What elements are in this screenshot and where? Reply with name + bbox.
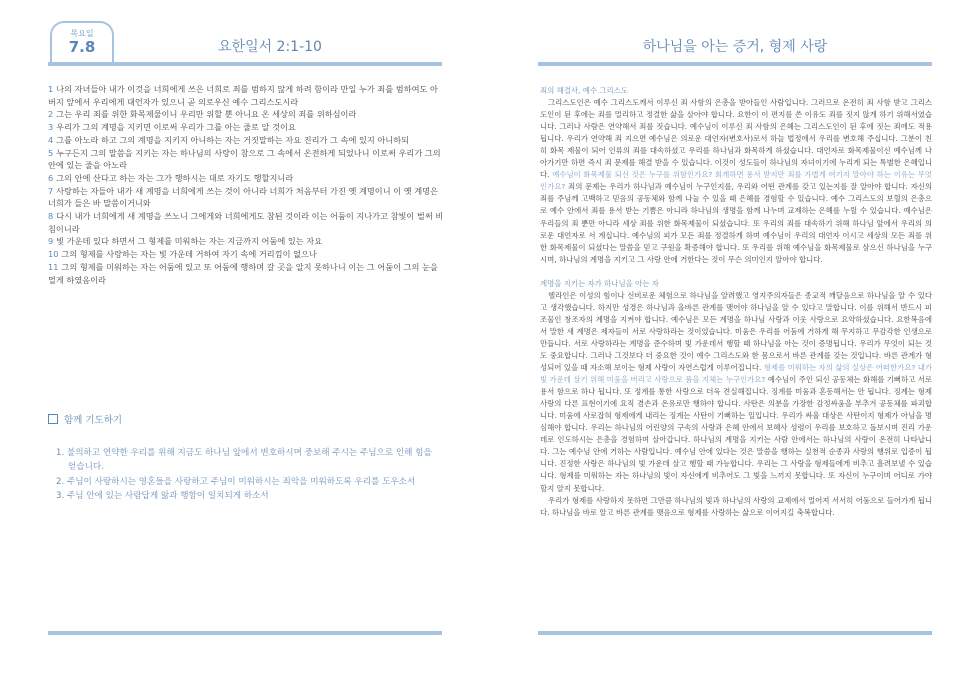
date-badge: [50, 21, 114, 63]
scripture-verses: [48, 83, 444, 286]
verse-text: 누구든지 그의 말씀을 지키는 자는 하나님의 사랑이 참으로 그 속에서 온전하게 되었나니 이로써 우리가 그의 안에 있는 줄을 아노라: [48, 147, 441, 171]
top-divider: [48, 62, 442, 66]
checkbox-square-icon: [48, 414, 58, 424]
badge-date: 7.8: [68, 38, 96, 56]
section-gap: [540, 266, 932, 278]
verse-text: 우리가 그의 계명을 지키면 이로써 우리가 그를 아는 줄로 알 것이요: [56, 122, 296, 133]
verse-text: 그의 형제를 사랑하는 자는 빛 가운데 거하여 자기 속에 거리낌이 없으나: [61, 249, 317, 260]
verse-text: 그는 우리 죄를 위한 화목제물이니 우리만 위할 뿐 아니요 온 세상의 죄를 위하심이라: [56, 109, 357, 120]
top-divider: [538, 62, 932, 66]
verse-line: [48, 248, 444, 261]
verse-line: [48, 134, 444, 147]
verse-line: [48, 121, 444, 134]
verse-text: 사랑하는 자들아 내가 새 계명을 너희에게 쓰는 것이 아니라 너희가 처음부터 가진 옛 계명이니 이 옛 계명은 너희가 들은 바 말씀이거니와: [48, 185, 438, 209]
verse-line: [48, 108, 444, 121]
verse-text: 그를 아노라 하고 그의 계명을 지키지 아니하는 자는 거짓말하는 자요 진리가 그 속에 있지 아니하되: [56, 134, 410, 145]
essay-body: [540, 85, 932, 519]
verse-text: 그의 형제를 미워하는 자는 어둠에 있고 또 어둠에 행하며 갈 곳을 알지 못하나니 이는 그 어둠이 그의 눈을 멀게 하였음이라: [48, 261, 438, 285]
verse-number: 4: [48, 134, 54, 145]
verse-number: 10: [48, 249, 59, 260]
verse-number: 7: [48, 185, 54, 196]
section-subhead: 죄의 해결사, 예수 그리스도: [540, 86, 628, 95]
essay-title: 하나님을 아는 증거, 형제 사랑: [642, 39, 828, 55]
section-paragraph: 우리가 형제를 사랑하지 못하면 그만큼 하나님의 빛과 하나님의 사랑의 교제에서 멀어져 서서히 어둠으로 들어가게 됩니다. 하나님을 바로 알고 바른 관계를 맺음으로 형제를 사랑하는 삶으로 이어지길 축복합니다.: [540, 495, 932, 517]
bottom-divider: [538, 631, 932, 635]
prayer-item: 2. 주님이 사랑하시는 영혼들을 사랑하고 주님이 미워하시는 죄악을 미워하도록 우리를 도우소서: [56, 476, 416, 487]
verse-number: 1: [48, 84, 54, 94]
paragraph-text: 죄의 문제는 우리가 하나님과 예수님이 누구인지를, 우리와 어떤 관계를 갖고 있는지를 잘 알아야 합니다. 자신의 죄를 주님께 고백하고 믿음의 공동체와 함께 나눌 수 있을 때 은혜를 경험할 수 있습니다. 예수 그리스도의 보혈의 은총으로 예수 안에서 죄를 용서 받는 기쁨은 아니라 하나님의 생명을 함께 나누며 교제하는 은혜를 누릴 수 있습니다. 예수님은 우리들의 죄 뿐만 아니라 세상 죄를 위한 화목제물이 되셨습니다. 또 우리의 죄를 대속하기 위해 하나님 앞에서 우리의 의로운 대언자로 서 계십니다. 예수님의 피가 모든 죄를 정결하게 하며 예수님이 우리의 대언자 이시고 세상의 모든 죄를 위한 화목제물이 되셨다는 말씀을 믿고 구원을 확증해야 합니다. 또 우리를 위해 예수님을 화목제물로 삼으신 하나님을 누구시며, 하나님의 계명을 지키고 그 사랑 안에 거한다는 것이 무슨 의미인지 알아야 합니다.: [540, 182, 932, 264]
verse-text: 나의 자녀들아 내가 이것을 너희에게 쓰은 너희로 죄를 범하지 않게 하려 함이라 만일 누가 죄를 범하여도 아버지 앞에서 우리에게 대언자가 있으니 곧 의로우신 예수 그리스도시라: [48, 84, 438, 107]
prayer-item: 3. 주님 안에 있는 사람답게 앎과 행함이 일치되게 하소서: [56, 490, 269, 501]
prayer-item: 1. 불의하고 연약한 우리를 위해 지금도 하나님 앞에서 변호하시며 중보해 주시는 주님으로 인해 힘을 얻습니다.: [56, 448, 432, 473]
verse-line: [48, 147, 444, 172]
verse-line: [48, 210, 444, 235]
section-paragraph: [540, 97, 932, 266]
verse-text: 다시 내가 너희에게 새 계명을 쓰노니 그에게와 너희에게도 참된 것이라 이는 어둠이 지나가고 참빛이 벌써 비침이니라: [48, 211, 444, 234]
verse-line: [48, 172, 444, 185]
verse-number: 9: [48, 236, 54, 247]
paragraph-text: 그리스도인은 예수 그리스도께서 이루신 죄 사함의 은총을 받아들인 사람입니다. 그러므로 온전히 죄 사함 받고 그리스도인이 된 후에는 죄를 멀리하고 정결한 삶을 살아야 합니다. 요한이 이 편지를 쓴 이유도 죄를 짓지 않게 하기 위해서였습니다. 그러나 사람은 연약해서 죄를 짓습니다. 예수님이 이루신 죄 사함의 은혜는 그리스도인이 된 후에 짓는 죄에도 적용됩니다. 우리가 연약해 죄 지으면 예수님은 의로운 대언자(변호사)로서 하늘 법정에서 우리를 변호해 주십니다. 그분이 친히 화목 제물이 되어 인류의 죄를 대속하셨고 우리를 하나님과 화목하게 하셨습니다. 대언자로 화목제물이신 예수님께 나아가기만 하면 즉시 죄 문제를 해결 받을 수 있습니다. 이것이 성도들이 하나님의 자녀이기에 누리게 되는 특별한 은혜입니다.: [540, 98, 932, 180]
verse-text: 빛 가운데 있다 하면서 그 형제를 미워하는 자는 지금까지 어둠에 있는 자요: [56, 236, 323, 247]
verse-number: 2: [48, 109, 54, 120]
paragraph-text: 예수님이 주인 되신 공동체는 화해를 기뻐하고 서로 용서 함으로 하나 됩니다. 또 정계를 통한 사랑으로 더욱 견실해집니다. 징계를 미움과 혼동해서는 안 됩니다. 징계는 형제 사랑의 다른 표현이기에 요직 겸손과 온유로만 행하야 합니다. 사탄은 의분을 가장한 감정싸움을 부추겨 공동체를 파괴합니다. 미움에 사로잡혀 형제에게 내리는 징계는 사탄이 기뻐하는 일입니다. 우리가 싸울 대상은 사탄이지 형제가 아님을 명심해야 합니다. 우리는 하나님의 어린양의 구속의 사랑과 은혜 안에서 보혜사 성령이 우리를 보호하고 돌보시며 진리 가운데로 인도하시는 은총을 경험하며 살아갑니다. 하나님의 계명을 지키는 사람 안에서는 하나님의 사랑이 온전히 나타납니다. 그는 예수님 안에 거하는 사람입니다. 예수님 안에 있다는 것은 말씀을 행하는 실천적 순종과 사랑의 행위로 입증이 됩니다. 진정한 사랑은 하나님의 빛 가운데 살고 행할 때 가능합니다. 우리는 그 사랑을 형제들에게 비추고 흘려보낼 수 있습니다. 형제를 미워하는 자는 하나님의 빛이 자신에게 비추어도 그 빛을 느끼지 못합니다. 또 자신이 누구이며 어디로 가야 할지 알지 못합니다.: [540, 375, 932, 493]
verse-line: [48, 261, 444, 286]
verse-line: [48, 185, 444, 210]
badge-day: 목요일: [70, 29, 94, 38]
paragraph-text: 헬라인은 이성의 힘이나 신비로운 체험으로 하나님을 알려했고 영지주의자들은 종교적 깨달음으로 하나님을 알 수 있다고 생각했습니다. 하지만 성경은 하나님과 올바른 관계를 맺어야 하나님을 알 수 있다고 말합니다. 이를 위해서 반드시 피조물인 창조자의 계명을 지켜야 합니다. 예수님은 모든 계명을 하나님 사랑과 이웃 사랑으로 요약하셨습니다. 요한복음에서 말한 새 계명은 제자들이 서로 사랑하라는 것이었습니다. 미움은 우리를 어둠에 거하게 해 무지하고 무감각한 인생으로 만듭니다. 서로 사랑하라는 계명을 준수하며 빛 가운데서 행할 때 하나님을 아는 것이 증명됩니다. 우리가 무엇이 되는 것도 중요합니다. 그러나 그것보다 더 중요한 것이 예수 그리스도와 한 몸으로서 바른 관계를 갖는 것입니다. 바른 관계가 형성되어 있을 때 자소해 보이는 형제 사랑이 자연스럽게 이루어집니다.: [540, 290, 932, 373]
scripture-title: 요한일서 2:1-10: [218, 39, 322, 55]
prayer-heading: [48, 412, 122, 426]
verse-number: 6: [48, 172, 54, 183]
bottom-divider: [48, 631, 442, 635]
verse-line: [48, 235, 444, 248]
prayer-list: [56, 446, 436, 503]
verse-number: 5: [48, 147, 54, 158]
reflection-question: 형제를 미워하는 자의 삶의 실상은 어떠한가요? 내가 빛 가운데 살기 위해 미움을 버리고 사랑으로 품을 지체는 누구인가요?: [540, 363, 933, 385]
verse-text: 그의 안에 산다고 하는 자는 그가 행하시는 대로 자기도 행할지니라: [56, 172, 294, 183]
section-paragraph: [540, 290, 932, 495]
verse-line: [48, 83, 444, 108]
reflection-question: 예수님이 화목제물 되신 것은 누구를 위함인가요? 회개하면 용서 받지만 죄를 가볍게 여기지 말아야 하는 이유는 무엇인가요?: [540, 170, 933, 192]
verse-number: 11: [48, 261, 59, 272]
verse-number: 3: [48, 122, 54, 133]
verse-number: 8: [48, 211, 54, 222]
section-subhead: 계명을 지키는 자가 하나님을 아는 자: [540, 278, 659, 288]
prayer-heading-text: 함께 기도하기: [64, 415, 123, 426]
